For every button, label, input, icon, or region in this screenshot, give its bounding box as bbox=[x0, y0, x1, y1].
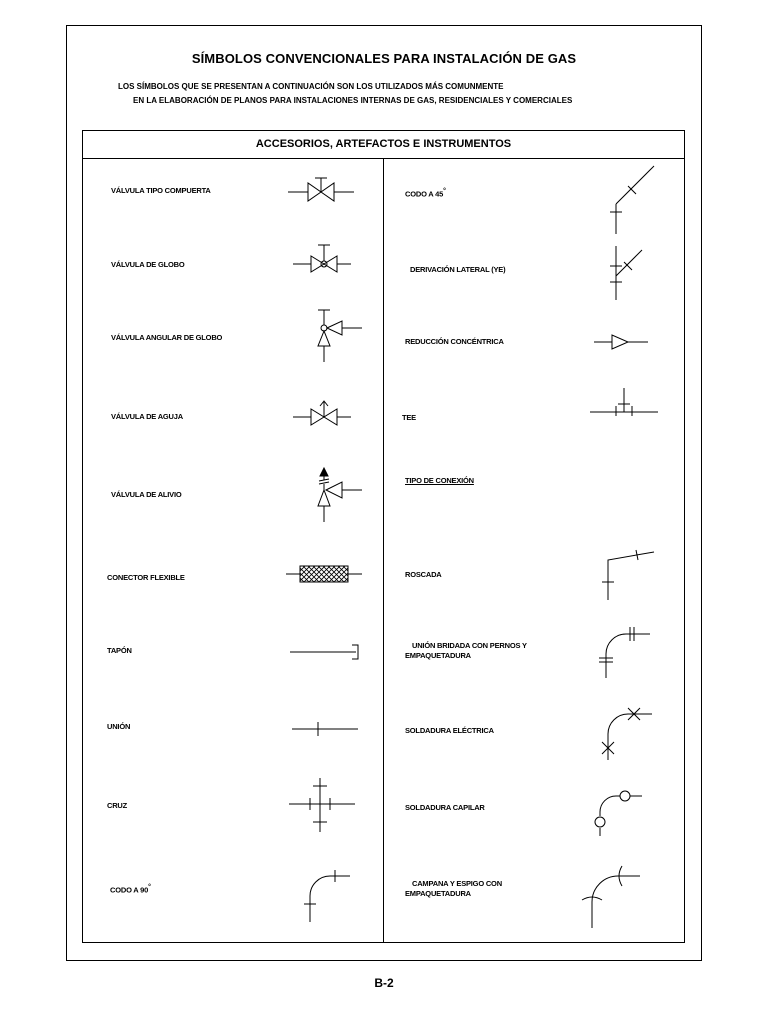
cross-icon bbox=[287, 776, 357, 834]
gate-valve-icon bbox=[286, 172, 356, 206]
label-cross: CRUZ bbox=[107, 801, 128, 810]
welded-elbow-icon bbox=[598, 704, 656, 764]
tee-icon bbox=[588, 386, 660, 418]
label-relief-valve: VÁLVULA DE ALIVIO bbox=[111, 490, 182, 499]
label-tee: TEE bbox=[402, 413, 416, 422]
lateral-ye-icon bbox=[604, 242, 650, 304]
label-globe-valve: VÁLVULA DE GLOBO bbox=[111, 260, 185, 269]
label-flanged: UNIÓN BRIDADA CON PERNOS Y EMPAQUETADURA bbox=[405, 641, 527, 660]
relief-valve-icon bbox=[314, 466, 366, 528]
label-concentric-reducer: REDUCCIÓN CONCÉNTRICA bbox=[405, 337, 504, 346]
column-divider bbox=[383, 158, 384, 942]
label-lateral-ye: DERIVACIÓN LATERAL (YE) bbox=[410, 265, 506, 274]
label-capillary-solder: SOLDADURA CAPILAR bbox=[405, 803, 485, 812]
label-connection-type: TIPO DE CONEXIÓN bbox=[405, 476, 474, 485]
threaded-elbow-icon bbox=[598, 546, 660, 604]
elbow-45-icon bbox=[600, 160, 660, 238]
flanged-elbow-icon bbox=[596, 624, 654, 682]
label-electric-weld: SOLDADURA ELÉCTRICA bbox=[405, 726, 494, 735]
soldered-elbow-icon bbox=[590, 784, 646, 840]
label-elbow-45: CODO A 45° bbox=[405, 188, 446, 199]
intro-line-1: LOS SÍMBOLOS QUE SE PRESENTAN A CONTINUACIÓN SON LOS UTILIZADOS MÁS COMUNMENTE bbox=[118, 82, 504, 91]
concentric-reducer-icon bbox=[592, 331, 650, 353]
label-union: UNIÓN bbox=[107, 722, 131, 731]
label-gate-valve: VÁLVULA TIPO COMPUERTA bbox=[111, 186, 211, 195]
bell-spigot-elbow-icon bbox=[578, 862, 644, 932]
label-cap: TAPÓN bbox=[107, 646, 132, 655]
label-angle-globe-valve: VÁLVULA ANGULAR DE GLOBO bbox=[111, 333, 223, 342]
page-number: B-2 bbox=[374, 976, 394, 990]
section-title: ACCESORIOS, ARTEFACTOS E INSTRUMENTOS bbox=[255, 138, 512, 150]
cap-icon bbox=[288, 642, 364, 662]
globe-valve-icon bbox=[291, 240, 353, 276]
label-elbow-90: CODO A 90° bbox=[110, 884, 151, 895]
union-icon bbox=[290, 716, 360, 740]
label-flexible-connector: CONECTOR FLEXIBLE bbox=[107, 573, 185, 582]
elbow-90-icon bbox=[300, 866, 356, 926]
page-title: SÍMBOLOS CONVENCIONALES PARA INSTALACIÓN DE GAS bbox=[191, 51, 577, 66]
angle-globe-valve-icon bbox=[314, 305, 366, 365]
label-needle-valve: VÁLVULA DE AGUJA bbox=[111, 412, 183, 421]
label-threaded: ROSCADA bbox=[405, 570, 442, 579]
intro-line-2: EN LA ELABORACIÓN DE PLANOS PARA INSTALACIONES INTERNAS DE GAS, RESIDENCIALES Y COMERCIALES bbox=[133, 96, 573, 105]
needle-valve-icon bbox=[291, 398, 353, 428]
flexible-connector-icon bbox=[284, 562, 364, 586]
label-bell-spigot: CAMPANA Y ESPIGO CON EMPAQUETADURA bbox=[405, 879, 502, 898]
